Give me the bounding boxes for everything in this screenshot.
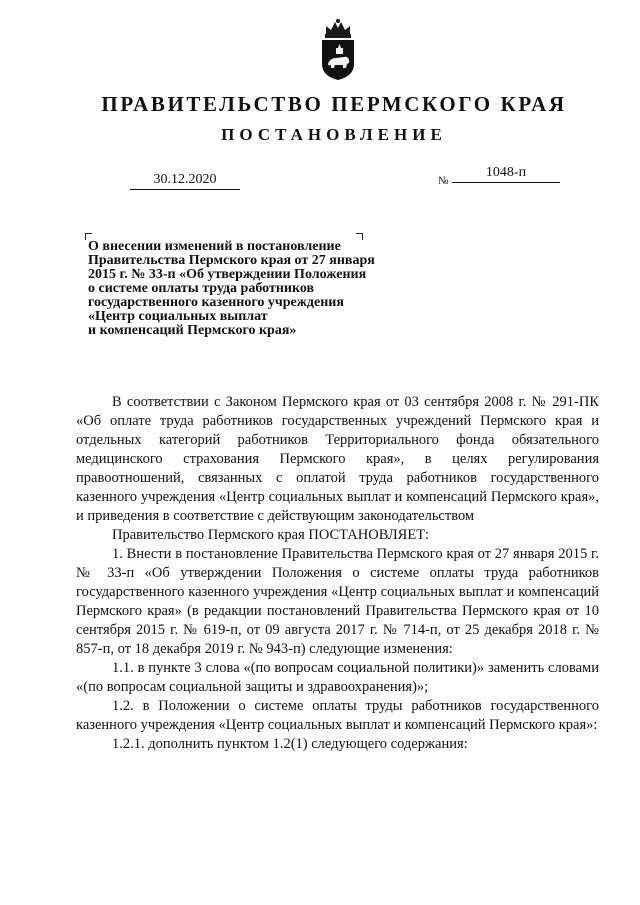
document-date: 30.12.2020 <box>130 172 240 190</box>
number-sign: № <box>438 175 449 187</box>
subject-line: О внесении изменений в постановление <box>88 239 341 254</box>
document-type-title: ПОСТАНОВЛЕНИЕ <box>221 125 447 144</box>
subject-line: о системе оплаты труда работников <box>88 281 315 296</box>
document-body <box>76 393 599 754</box>
subject-line: государственного казенного учреждения <box>88 295 344 310</box>
clause-1-2-paragraph: 1.2. в Положении о системе оплаты труды работников государственного казенного учреждения «Центр социальных выплат и компенсаций Пермского края»: <box>76 698 599 733</box>
preamble-paragraph: В соответствии с Законом Пермского края от 03 сентября 2008 г. № 291-ПК «Об оплате труда работников государственных учреждений Пермского края и отдельных категорий работников Территориального фонда обязательного медицинского страхования Пермского края», в целях регулирования правоотношений, связанных с оплатой труда работников государственного казенного учреждения «Центр социальных выплат и компенсаций Пермского края», и приведения в соответствие с действующим законодательством <box>76 394 599 524</box>
clause-1-1-paragraph: 1.1. в пункте 3 слова «(по вопросам социальной политики)» заменить словами «(по вопросам социальной защиты и здравоохранения)»; <box>76 660 599 695</box>
document-number: 1048-п <box>452 165 560 183</box>
government-title: ПРАВИТЕЛЬСТВО ПЕРМСКОГО КРАЯ <box>101 92 567 116</box>
resolution-paragraph: Правительство Пермского края ПОСТАНОВЛЯЕТ: <box>112 527 430 543</box>
clause-1-paragraph: 1. Внести в постановление Правительства Пермского края от 27 января 2015 г. № 33-п «Об утверждении Положения о системе оплаты труда работников государственного казенного учреждения «Центр социальных выплат и компенсаций Пермского края» (в редакции постановлений Правительства Пермского края от 10 сентября 2015 г. № 619-п, от 09 августа 2017 г. № 714-п, от 25 декабря 2018 г. № 857-п, от 18 декабря 2019 г. № 943-п) следующие изменения: <box>76 546 599 657</box>
subject-line: «Центр социальных выплат <box>88 309 268 324</box>
subject-line: 2015 г. № 33-п «Об утверждении Положения <box>88 267 367 282</box>
subject-block <box>88 240 408 338</box>
subject-line: и компенсаций Пермского края» <box>88 323 297 338</box>
subject-line: Правительства Пермского края от 27 января <box>88 253 375 268</box>
subject-bracket-right <box>356 233 363 240</box>
clause-1-2-1-paragraph: 1.2.1. дополнить пунктом 1.2(1) следующего содержания: <box>112 736 468 752</box>
coat-of-arms-emblem <box>316 18 360 82</box>
